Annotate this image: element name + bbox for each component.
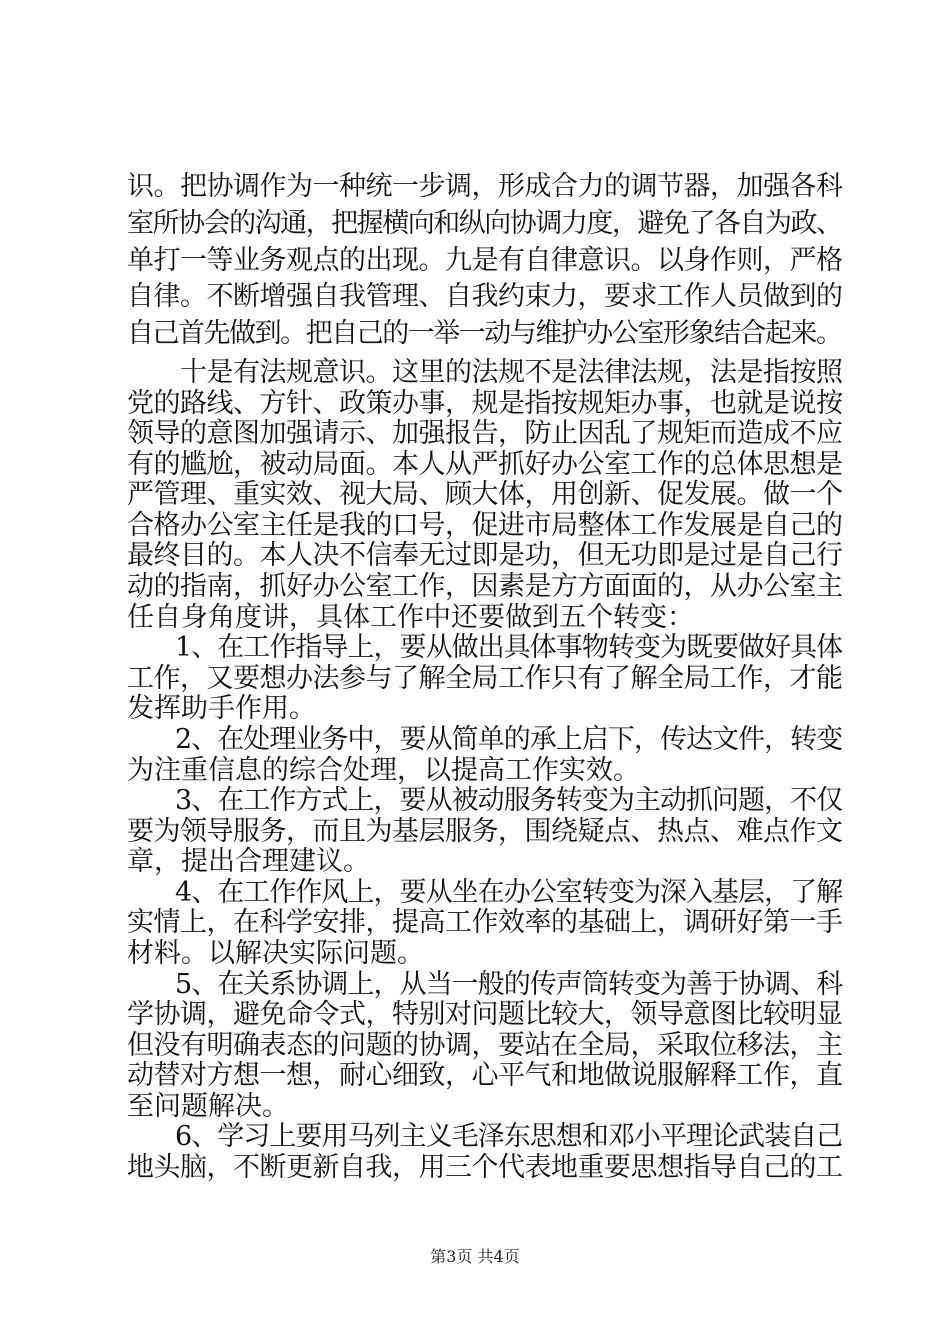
text-line: 动的指南，抓好办公室工作，因素是方方面面的，从办公室主 xyxy=(127,571,843,603)
text-line: 但没有明确表态的问题的协调，要站在全局，采取位移法，主 xyxy=(127,1029,843,1061)
text-line: 2、在处理业务中，要从简单的承上启下，传达文件，转变 xyxy=(175,723,843,755)
text-line: 材料。以解决实际问题。 xyxy=(127,937,424,969)
text-line: 工作，又要想办法参与了解全局工作只有了解全局工作，才能 xyxy=(127,662,843,694)
text-line: 严管理、重实效、视大局、顾大体，用创新、促发展。做一个 xyxy=(127,479,843,511)
text-line: 5、在关系协调上，从当一般的传声筒转变为善于协调、科 xyxy=(175,968,843,1000)
text-line: 6、学习上要用马列主义毛泽东思想和邓小平理论武装自己 xyxy=(175,1121,843,1153)
text-line: 十是有法规意识。这里的法规不是法律法规，法是指按照 xyxy=(180,357,843,388)
text-line: 党的路线、方针、政策办事，规是指按规矩办事，也就是说按 xyxy=(127,387,843,419)
text-line: 实情上，在科学安排，提高工作效率的基础上，调研好第一手 xyxy=(127,907,843,939)
text-line: 自律。不断增强自我管理、自我约束力，要求工作人员做到的 xyxy=(127,281,843,313)
text-line: 室所协会的沟通，把握横向和纵向协调力度，避免了各自为政、 xyxy=(127,207,842,239)
text-line: 识。把协调作为一种统一步调，形成合力的调节器，加强各科 xyxy=(127,171,843,202)
text-line: 3、在工作方式上，要从被动服务转变为主动抓问题，不仅 xyxy=(175,785,843,817)
text-line: 发挥助手作用。 xyxy=(127,693,316,725)
text-line: 4、在工作作风上，要从坐在办公室转变为深入基层，了解 xyxy=(175,876,843,908)
text-line: 任自身角度讲，具体工作中还要做到五个转变： xyxy=(127,601,694,633)
text-line: 为注重信息的综合处理，以提高工作实效。 xyxy=(127,754,640,786)
page-number-footer: 第3页 共4页 xyxy=(430,1247,520,1266)
text-line: 章，提出合理建议。 xyxy=(127,846,370,878)
text-line: 单打一等业务观点的出现。九是有自律意识。以身作则，严格 xyxy=(127,244,843,276)
text-line: 动替对方想一想，耐心细致，心平气和地做说服解释工作，直 xyxy=(127,1060,843,1092)
text-line: 最终目的。本人决不信奉无过即是功，但无功即是过是自己行 xyxy=(127,540,843,572)
text-line: 领导的意图加强请示、加强报告，防止因乱了规矩而造成不应 xyxy=(127,418,843,450)
text-line: 自己首先做到。把自己的一举一动与维护办公室形象结合起来。 xyxy=(127,318,842,349)
text-line: 学协调，避免命令式，特别对问题比较大，领导意图比较明显 xyxy=(127,999,843,1031)
text-line: 地头脑，不断更新自我，用三个代表地重要思想指导自己的工 xyxy=(127,1152,843,1183)
text-line: 有的尴尬，被动局面。本人从严抓好办公室工作的总体思想是 xyxy=(127,448,843,480)
text-line: 1、在工作指导上，要从做出具体事物转变为既要做好具体 xyxy=(175,632,843,664)
text-line: 至问题解决。 xyxy=(127,1090,289,1122)
text-line: 合格办公室主任是我的口号，促进市局整体工作发展是自己的 xyxy=(127,509,843,541)
text-line: 要为领导服务，而且为基层服务，围绕疑点、热点、难点作文 xyxy=(127,815,843,847)
